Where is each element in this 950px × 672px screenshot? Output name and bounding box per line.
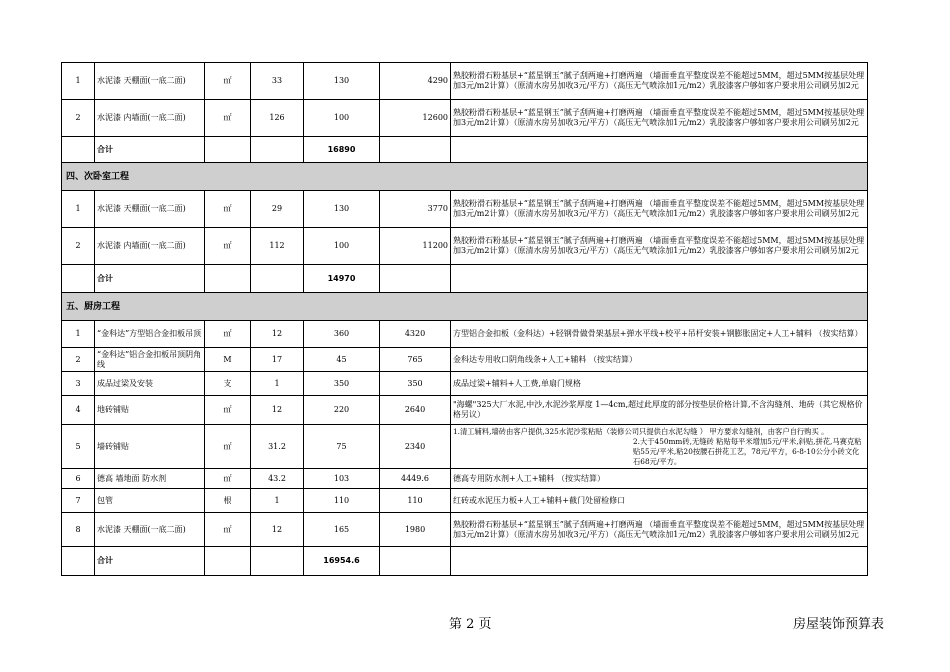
item-desc: 金科达专用收口阴角线条+人工+辅料 （按实结算） bbox=[451, 348, 868, 372]
item-no: 8 bbox=[62, 513, 95, 547]
item-unit: ㎡ bbox=[205, 513, 251, 547]
total-amount: 14970 bbox=[304, 265, 380, 293]
item-unit: 支 bbox=[205, 372, 251, 396]
item-qty: 1 bbox=[251, 489, 304, 513]
item-desc: 熟胶粉滑石粉基层+“蓝星钢玉”腻子刮两遍+打磨两遍 （墙面垂直平整度误差不能超过5MM，超过5MM按基层处理加3元/m2计算）（原清水房另加收3元/平方）（高压无气喷涂加1元/m2）乳胶漆客户够如客户要求用公司刷另加2元 bbox=[451, 191, 868, 228]
item-no: 1 bbox=[62, 63, 95, 100]
item-no: 2 bbox=[62, 348, 95, 372]
item-desc bbox=[451, 425, 868, 469]
item-price: 165 bbox=[304, 513, 380, 547]
item-unit: ㎡ bbox=[205, 191, 251, 228]
budget-table bbox=[61, 62, 868, 576]
item-no: 7 bbox=[62, 489, 95, 513]
item-name: 地砖铺贴 bbox=[95, 396, 205, 425]
item-unit: ㎡ bbox=[205, 469, 251, 489]
table-row bbox=[62, 513, 868, 547]
item-price: 110 bbox=[304, 489, 380, 513]
item-amount: 4449.6 bbox=[380, 469, 451, 489]
total-amount: 16890 bbox=[304, 137, 380, 163]
total-label: 合计 bbox=[95, 265, 205, 293]
item-price: 100 bbox=[304, 100, 380, 137]
item-name: 德高 墙地面 防水剂 bbox=[95, 469, 205, 489]
item-price: 130 bbox=[304, 191, 380, 228]
item-unit: M bbox=[205, 348, 251, 372]
item-price: 75 bbox=[304, 425, 380, 469]
table-row bbox=[62, 321, 868, 348]
page-number: 第 2 页 bbox=[449, 617, 492, 632]
desc-line-2: 2.大于450mm砖,无缝砖 粘贴每平米增加5元/平米,斜贴,拼花,马赛克粘贴55元/平米,粘20按腰石拼花工艺，78元/平方，6-8-10公分小砖文化石68元/平方。 bbox=[633, 436, 862, 466]
total-row bbox=[62, 547, 868, 576]
table-row bbox=[62, 425, 868, 469]
item-no: 5 bbox=[62, 425, 95, 469]
item-amount: 350 bbox=[380, 372, 451, 396]
section-title: 五、厨房工程 bbox=[62, 293, 868, 321]
item-desc: 方型铝合金扣板（金科达）+轻钢骨做骨架基层+弹水平线+校平+吊杆安装+钢膨胀固定+人工+辅料 （按实结算） bbox=[451, 321, 868, 348]
item-qty: 12 bbox=[251, 513, 304, 547]
item-desc: 熟胶粉滑石粉基层+“蓝星钢玉”腻子刮两遍+打磨两遍 （墙面垂直平整度误差不能超过5MM，超过5MM按基层处理加3元/m2计算）（原清水房另加收3元/平方）（高压无气喷涂加1元/m2）乳胶漆客户够如客户要求用公司刷另加2元 bbox=[451, 63, 868, 100]
item-unit: ㎡ bbox=[205, 321, 251, 348]
item-no: 4 bbox=[62, 396, 95, 425]
section-title: 四、次卧室工程 bbox=[62, 163, 868, 191]
table-row bbox=[62, 63, 868, 100]
item-amount: 3770 bbox=[380, 191, 451, 228]
item-qty: 43.2 bbox=[251, 469, 304, 489]
total-row bbox=[62, 137, 868, 163]
total-amount: 16954.6 bbox=[304, 547, 380, 576]
item-unit: ㎡ bbox=[205, 100, 251, 137]
item-amount: 11200 bbox=[380, 228, 451, 265]
section-header bbox=[62, 293, 868, 321]
table-row bbox=[62, 469, 868, 489]
item-price: 130 bbox=[304, 63, 380, 100]
item-qty: 12 bbox=[251, 396, 304, 425]
item-no: 2 bbox=[62, 100, 95, 137]
table-row bbox=[62, 489, 868, 513]
item-no: 3 bbox=[62, 372, 95, 396]
table-row bbox=[62, 228, 868, 265]
item-no: 1 bbox=[62, 321, 95, 348]
total-row bbox=[62, 265, 868, 293]
item-qty: 29 bbox=[251, 191, 304, 228]
item-qty: 31.2 bbox=[251, 425, 304, 469]
item-amount: 2340 bbox=[380, 425, 451, 469]
item-amount: 12600 bbox=[380, 100, 451, 137]
table-row bbox=[62, 372, 868, 396]
item-no: 6 bbox=[62, 469, 95, 489]
item-qty: 112 bbox=[251, 228, 304, 265]
item-amount: 1980 bbox=[380, 513, 451, 547]
item-unit: ㎡ bbox=[205, 63, 251, 100]
item-unit: ㎡ bbox=[205, 396, 251, 425]
item-price: 220 bbox=[304, 396, 380, 425]
item-amount: 765 bbox=[380, 348, 451, 372]
item-name: 墙砖铺贴 bbox=[95, 425, 205, 469]
desc-line-1: 1.清工辅料,墙砖由客户提供,325水泥沙浆粘贴（装修公司只提供白水泥勾缝 ） 甲方要求勾缝剂，由客户自行购买 。 bbox=[453, 426, 829, 436]
item-price: 45 bbox=[304, 348, 380, 372]
item-price: 100 bbox=[304, 228, 380, 265]
table-row bbox=[62, 191, 868, 228]
total-label: 合计 bbox=[95, 137, 205, 163]
item-unit: ㎡ bbox=[205, 228, 251, 265]
item-name: 成品过梁及安装 bbox=[95, 372, 205, 396]
item-qty: 12 bbox=[251, 321, 304, 348]
item-name: 包管 bbox=[95, 489, 205, 513]
item-desc: 红砖或水泥压力板+人工+辅料+截门处留检修口 bbox=[451, 489, 868, 513]
item-amount: 110 bbox=[380, 489, 451, 513]
item-name: 水泥漆 内墙面(一底二面) bbox=[95, 100, 205, 137]
item-qty: 1 bbox=[251, 372, 304, 396]
section-header bbox=[62, 163, 868, 191]
item-name: “金科达”方型铝合金扣板吊顶 bbox=[95, 321, 205, 348]
table-row bbox=[62, 396, 868, 425]
item-name: “金科达”铝合金扣板吊顶阴角线 bbox=[95, 348, 205, 372]
item-no: 1 bbox=[62, 191, 95, 228]
table-row bbox=[62, 348, 868, 372]
item-name: 水泥漆 天棚面(一底二面) bbox=[95, 513, 205, 547]
table-row bbox=[62, 100, 868, 137]
item-desc: 熟胶粉滑石粉基层+“蓝星钢玉”腻子刮两遍+打磨两遍 （墙面垂直平整度误差不能超过5MM，超过5MM按基层处理加3元/m2计算）（原清水房另加收3元/平方）（高压无气喷涂加1元/m2）乳胶漆客户够如客户要求用公司刷另加2元 bbox=[451, 100, 868, 137]
item-price: 103 bbox=[304, 469, 380, 489]
item-price: 360 bbox=[304, 321, 380, 348]
item-amount: 2640 bbox=[380, 396, 451, 425]
document-title: 房屋装饰预算表 bbox=[793, 617, 885, 632]
item-qty: 33 bbox=[251, 63, 304, 100]
item-name: 水泥漆 天棚面(一底二面) bbox=[95, 63, 205, 100]
item-unit: ㎡ bbox=[205, 425, 251, 469]
total-label: 合计 bbox=[95, 547, 205, 576]
item-desc: 熟胶粉滑石粉基层+“蓝星钢玉”腻子刮两遍+打磨两遍 （墙面垂直平整度误差不能超过5MM，超过5MM按基层处理加3元/m2计算）（原清水房另加收3元/平方）（高压无气喷涂加1元/m2）乳胶漆客户够如客户要求用公司刷另加2元 bbox=[451, 513, 868, 547]
item-desc: 熟胶粉滑石粉基层+“蓝星钢玉”腻子刮两遍+打磨两遍 （墙面垂直平整度误差不能超过5MM，超过5MM按基层处理加3元/m2计算）（原清水房另加收3元/平方）（高压无气喷涂加1元/m2）乳胶漆客户够如客户要求用公司刷另加2元 bbox=[451, 228, 868, 265]
item-no: 2 bbox=[62, 228, 95, 265]
item-desc: "海螺"325大厂水泥,中沙,水泥沙浆厚度 1—4cm,超过此厚度的部分按垫层价格计算,不含沟缝剂、地砖（其它规格价格另议） bbox=[451, 396, 868, 425]
item-name: 水泥漆 天棚面(一底二面) bbox=[95, 191, 205, 228]
item-qty: 126 bbox=[251, 100, 304, 137]
item-amount: 4290 bbox=[380, 63, 451, 100]
item-desc: 成品过梁+辅料+人工费,单扇门规格 bbox=[451, 372, 868, 396]
item-price: 350 bbox=[304, 372, 380, 396]
item-qty: 17 bbox=[251, 348, 304, 372]
item-unit: 根 bbox=[205, 489, 251, 513]
item-desc: 德高专用防水剂+人工+辅料 （按实结算） bbox=[451, 469, 868, 489]
item-amount: 4320 bbox=[380, 321, 451, 348]
item-name: 水泥漆 内墙面(一底二面) bbox=[95, 228, 205, 265]
